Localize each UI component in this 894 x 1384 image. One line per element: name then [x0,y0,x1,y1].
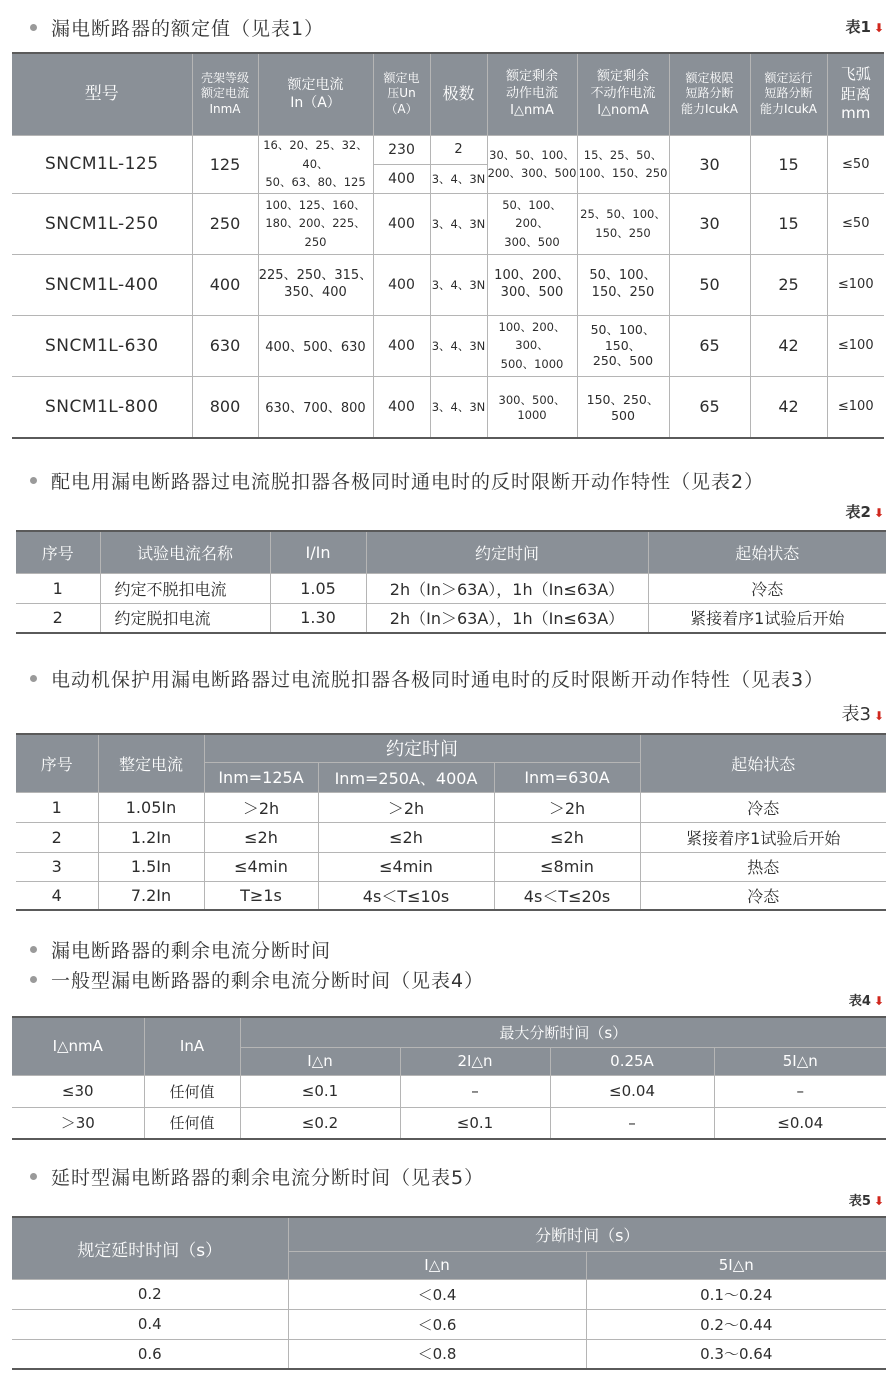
table-tag-label: 表5 [848,1194,871,1209]
frame-cell: 400 [192,254,258,315]
rating-table [12,52,884,439]
ics-cell: 25 [750,254,827,315]
table-header-row [16,734,886,762]
cell: ＞2h [318,792,494,822]
col-header: InA [144,1017,240,1075]
download-icon: ⬇ [873,506,884,520]
col-header: 试验电流名称 [100,531,270,573]
col-header: 起始状态 [648,531,886,573]
ics-cell: 15 [750,135,827,193]
bullet-icon [30,976,37,983]
icu-cell: 30 [669,193,750,254]
icu-cell: 30 [669,135,750,193]
cell: 1.30 [270,603,366,633]
col-subheader: Inm=250A、400A [318,762,494,792]
section-title-text: 一般型漏电断路器的剩余电流分断时间（见表4） [51,970,485,992]
col-header: I/In [270,531,366,573]
cell: ＞2h [494,792,640,822]
model-cell: SNCM1L-400 [12,254,192,315]
cell: ＞2h [204,792,318,822]
cell: – [714,1075,886,1107]
poles-cell: 3、4、3N [430,193,487,254]
col-subheader: I△n [240,1047,400,1075]
col-header-group: 约定时间 [204,734,640,762]
ics-cell: 42 [750,315,827,376]
table-row [12,193,884,254]
section-title-text: 漏电断路器的额定值（见表1） [51,18,325,40]
section-title-4b [30,966,484,993]
table-row [12,1279,886,1309]
model-cell: SNCM1L-800 [12,376,192,438]
col-header: 额定极限 短路分断 能力IcukA [669,53,750,135]
table-header-row [16,531,886,573]
col-header: 约定时间 [366,531,648,573]
table-tag-3 [841,700,884,726]
current-cell: 225、250、315、 350、400 [258,254,373,315]
section-title-text: 延时型漏电断路器的剩余电流分断时间（见表5） [51,1167,485,1189]
cell: 任何值 [144,1107,240,1139]
poles-cell: 2 [430,135,487,164]
section-title-3 [30,665,824,692]
cell: 冷态 [648,573,886,603]
col-subheader: Inm=125A [204,762,318,792]
icu-cell: 65 [669,315,750,376]
col-header: 序号 [16,734,98,792]
ics-cell: 42 [750,376,827,438]
bullet-icon [30,477,37,484]
table-row [12,376,884,438]
cell: ≤0.04 [550,1075,714,1107]
residual-nonop-cell: 50、100、150、 250、500 [577,315,669,376]
col-header: 额定剩余 不动作电流 I△nomA [577,53,669,135]
frame-cell: 250 [192,193,258,254]
cell: 4s＜T≤10s [318,881,494,910]
cell: – [400,1075,550,1107]
section-title-4a [30,936,331,963]
poles-cell: 3、4、3N [430,164,487,193]
col-subheader: 2I△n [400,1047,550,1075]
arc-cell: ≤50 [827,193,884,254]
cell: 2 [16,822,98,852]
col-header: 型号 [12,53,192,135]
table-header-row [12,1017,886,1047]
current-cell: 100、125、160、 180、200、225、250 [258,193,373,254]
breaking-time-table [12,1016,886,1140]
cell: 紧接着序1试验后开始 [640,822,886,852]
cell: ＜0.8 [288,1339,586,1369]
cell: 2h（In＞63A），1h（In≤63A） [366,573,648,603]
table-header-row [12,1217,886,1251]
cell: ≤0.2 [240,1107,400,1139]
motor-protection-table [16,733,886,911]
cell: 紧接着序1试验后开始 [648,603,886,633]
col-header: 极数 [430,53,487,135]
cell: 7.2In [98,881,204,910]
cell: 1.2In [98,822,204,852]
cell: T≥1s [204,881,318,910]
cell: – [550,1107,714,1139]
residual-op-cell: 100、200、 300、500 [487,254,577,315]
cell: 约定不脱扣电流 [100,573,270,603]
cell: 冷态 [640,881,886,910]
cell: 0.6 [12,1339,288,1369]
arc-cell: ≤100 [827,315,884,376]
col-header: 规定延时时间（s） [12,1217,288,1279]
frame-cell: 125 [192,135,258,193]
bullet-icon [30,675,37,682]
table-row [12,254,884,315]
cell: 0.1～0.24 [586,1279,886,1309]
cell: 热态 [640,852,886,881]
current-cell: 400、500、630 [258,315,373,376]
col-header: 额定运行 短路分断 能力IcukA [750,53,827,135]
ics-cell: 15 [750,193,827,254]
cell: 2h（In＞63A），1h（In≤63A） [366,603,648,633]
cell: ≤0.04 [714,1107,886,1139]
table-row [16,603,886,633]
table-tag-1 [846,16,885,37]
table-tag-4 [849,990,884,1009]
poles-cell: 3、4、3N [430,376,487,438]
section-title-text: 电动机保护用漏电断路器过电流脱扣器各极同时通电时的反时限断开动作特性（见表3） [51,669,825,691]
table-row [16,852,886,881]
residual-op-cell: 300、500、1000 [487,376,577,438]
section-title-1 [30,14,324,41]
cell: 2 [16,603,100,633]
bullet-icon [30,946,37,953]
table-row [16,573,886,603]
bullet-icon [30,24,37,31]
cell: 4s＜T≤20s [494,881,640,910]
section-title-text: 漏电断路器的剩余电流分断时间 [51,940,332,962]
table-tag-label: 表2 [845,503,871,521]
table-row [12,1309,886,1339]
cell: 0.4 [12,1309,288,1339]
col-header-group: 最大分断时间（s） [240,1017,886,1047]
voltage-cell: 230 [373,135,430,164]
poles-cell: 3、4、3N [430,254,487,315]
cell: 冷态 [640,792,886,822]
table-tag-label: 表1 [845,18,871,36]
col-header: 整定电流 [98,734,204,792]
cell: 1 [16,792,98,822]
table-row [12,315,884,376]
model-cell: SNCM1L-125 [12,135,192,193]
col-header: 飞弧 距离 mm [827,53,884,135]
table-row [12,1107,886,1139]
residual-op-cell: 50、100、200、 300、500 [487,193,577,254]
cell: 3 [16,852,98,881]
cell: 1.5In [98,852,204,881]
table-tag-label: 表3 [841,704,871,725]
voltage-cell: 400 [373,254,430,315]
residual-nonop-cell: 15、25、50、 100、150、250 [577,135,669,193]
col-subheader: I△n [288,1251,586,1279]
cell: ≤0.1 [400,1107,550,1139]
cell: ≤2h [204,822,318,852]
residual-nonop-cell: 150、250、500 [577,376,669,438]
frame-cell: 800 [192,376,258,438]
cell: ＞30 [12,1107,144,1139]
delay-breaking-time-table [12,1216,886,1370]
frame-cell: 630 [192,315,258,376]
col-header: I△nmA [12,1017,144,1075]
col-subheader: 5I△n [714,1047,886,1075]
table-tag-label: 表4 [848,994,871,1009]
bullet-icon [30,1173,37,1180]
cell: ≤2h [494,822,640,852]
cell: 1.05 [270,573,366,603]
voltage-cell: 400 [373,164,430,193]
model-cell: SNCM1L-250 [12,193,192,254]
download-icon: ⬇ [873,1194,884,1208]
residual-nonop-cell: 25、50、100、 150、250 [577,193,669,254]
residual-nonop-cell: 50、100、 150、250 [577,254,669,315]
cell: ≤8min [494,852,640,881]
section-title-text: 配电用漏电断路器过电流脱扣器各极同时通电时的反时限断开动作特性（见表2） [51,471,765,493]
cell: ≤4min [204,852,318,881]
table-row [12,135,884,164]
cell: 0.3～0.64 [586,1339,886,1369]
col-subheader: 5I△n [586,1251,886,1279]
table-row [12,1339,886,1369]
section-title-5 [30,1163,484,1190]
cell: ≤4min [318,852,494,881]
table-tag-5 [849,1190,884,1209]
table-tag-2 [846,501,885,522]
cell: 0.2 [12,1279,288,1309]
download-icon: ⬇ [873,994,884,1008]
cell: ≤0.1 [240,1075,400,1107]
cell: ≤2h [318,822,494,852]
table-row [16,822,886,852]
col-header: 额定电流 In（A） [258,53,373,135]
residual-op-cell: 100、200、300、 500、1000 [487,315,577,376]
icu-cell: 65 [669,376,750,438]
arc-cell: ≤50 [827,135,884,193]
download-icon: ⬇ [873,21,884,35]
cell: 1.05In [98,792,204,822]
poles-cell: 3、4、3N [430,315,487,376]
voltage-cell: 400 [373,193,430,254]
voltage-cell: 400 [373,376,430,438]
col-header: 额定电 压Un （A） [373,53,430,135]
cell: 0.2～0.44 [586,1309,886,1339]
model-cell: SNCM1L-630 [12,315,192,376]
col-header: 序号 [16,531,100,573]
col-header: 额定剩余 动作电流 I△nmA [487,53,577,135]
col-subheader: Inm=630A [494,762,640,792]
current-cell: 16、20、25、32、40、 50、63、80、125 [258,135,373,193]
table-row [12,1075,886,1107]
download-icon: ⬇ [873,709,884,723]
cell: 1 [16,573,100,603]
cell: 约定脱扣电流 [100,603,270,633]
cell: ＜0.6 [288,1309,586,1339]
voltage-cell: 400 [373,315,430,376]
cell: 4 [16,881,98,910]
col-header: 起始状态 [640,734,886,792]
current-cell: 630、700、800 [258,376,373,438]
col-subheader: 0.25A [550,1047,714,1075]
col-header: 壳架等级 额定电流 InmA [192,53,258,135]
table-row [16,792,886,822]
table-row [16,881,886,910]
overcurrent-table [16,530,886,634]
arc-cell: ≤100 [827,376,884,438]
icu-cell: 50 [669,254,750,315]
arc-cell: ≤100 [827,254,884,315]
table-header-row [12,53,884,135]
col-header-group: 分断时间（s） [288,1217,886,1251]
cell: ≤30 [12,1075,144,1107]
section-title-2 [30,467,764,494]
residual-op-cell: 30、50、100、 200、300、500 [487,135,577,193]
cell: 任何值 [144,1075,240,1107]
cell: ＜0.4 [288,1279,586,1309]
